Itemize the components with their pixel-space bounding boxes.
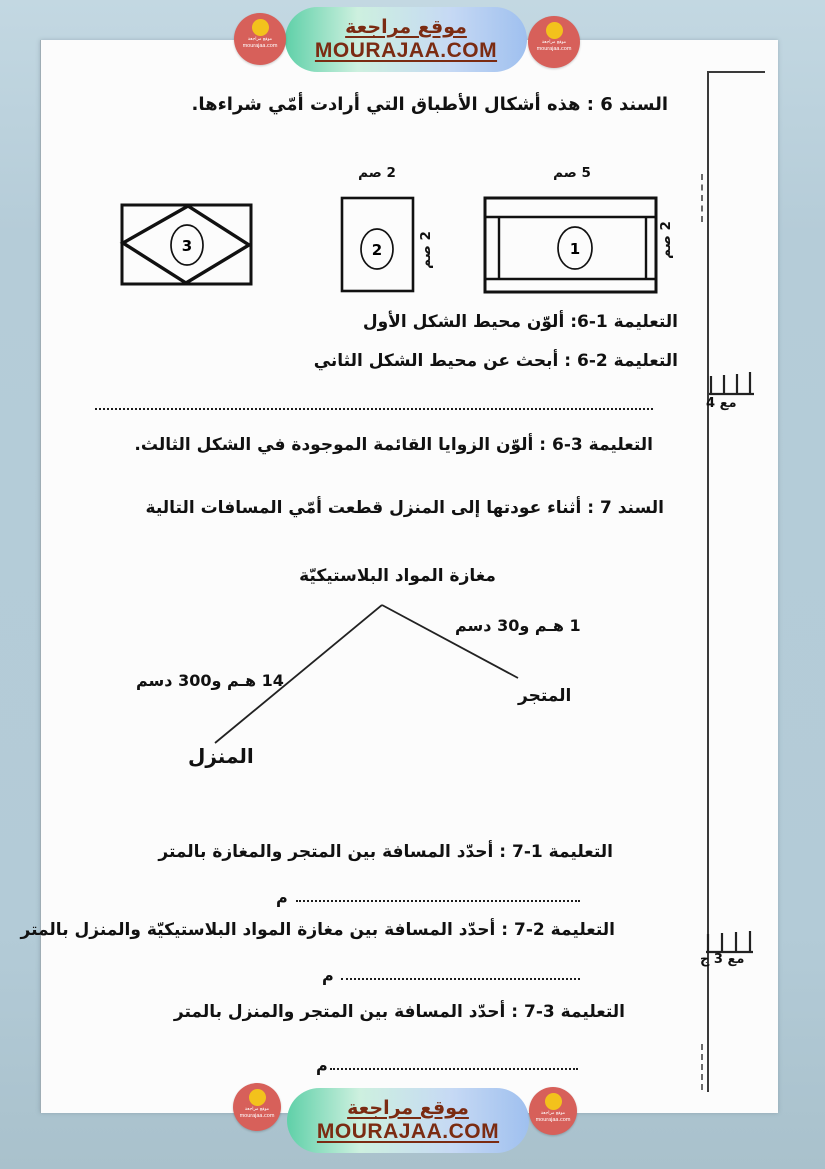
shape-1-height-label: 2 صم xyxy=(658,221,674,259)
answer-line-7-2 xyxy=(322,966,580,984)
instruction-6-1: التعليمة 1-6: ألوّن محيط الشكل الأول xyxy=(362,312,678,332)
logo-book-icon xyxy=(545,1093,562,1110)
instruction-7-2: التعليمة 2-7 : أحدّد المسافة بين مغازة المواد البلاستيكيّة والمنزل بالمتر xyxy=(20,920,615,940)
logo-text-latin: mourajaa.com xyxy=(242,42,278,49)
header-site-name-arabic[interactable]: موقع مراجعة xyxy=(345,16,467,38)
header-right-site-logo xyxy=(528,16,580,68)
sanad-7-statement: السند 7 : أثناء عودتها إلى المنزل قطعت أمّي المسافات التالية xyxy=(145,498,664,518)
logo-text-latin: mourajaa.com xyxy=(536,45,572,52)
shape-2-height-label: 2 صم xyxy=(418,231,434,269)
footer-site-name-arabic[interactable]: موقع مراجعة xyxy=(347,1097,469,1119)
logo-text-arabic: موقع مراجعة xyxy=(244,1107,270,1112)
diagram-house-label: المنزل xyxy=(188,744,254,768)
shape-1-width-label: 5 صم xyxy=(553,165,591,181)
logo-text-arabic: موقع مراجعة xyxy=(247,37,273,42)
instruction-7-1: التعليمة 1-7 : أحدّد المسافة بين المتجر والمغازة بالمتر xyxy=(158,842,613,862)
logo-book-icon xyxy=(249,1089,266,1106)
logo-book-icon xyxy=(546,22,563,39)
header-site-link[interactable]: MOURAJAA.COM xyxy=(314,39,498,62)
footer-right-site-logo xyxy=(529,1087,577,1135)
logo-text-arabic: موقع مراجعة xyxy=(541,40,567,45)
sanad-6-statement: السند 6 : هذه أشكال الأطباق التي أرادت أمّي شراءها. xyxy=(191,94,668,115)
instruction-6-2: التعليمة 2-6 : أبحث عن محيط الشكل الثاني xyxy=(313,351,678,371)
answer-dotted-leader xyxy=(296,900,580,902)
page-fold-top-line xyxy=(707,71,765,73)
fold-dash-marks-top xyxy=(701,174,703,222)
diagram-distance-store-shop: 1 هـم و30 دسم xyxy=(455,616,581,635)
shape-3-number: 3 xyxy=(181,237,193,255)
answer-dotted-leader xyxy=(330,1068,578,1070)
logo-text-latin: mourajaa.com xyxy=(239,1112,275,1119)
side-page-ruler-1-label: مع 4 xyxy=(706,396,737,411)
logo-text-latin: mourajaa.com xyxy=(535,1116,571,1123)
side-page-ruler-2-label: مع 3 ج xyxy=(700,952,745,967)
header-left-site-logo xyxy=(234,13,286,65)
diagram-shop-label: المتجر xyxy=(518,686,572,706)
answer-dotted-leader xyxy=(341,978,580,980)
header-site-banner xyxy=(285,7,527,72)
side-page-ruler-2 xyxy=(705,928,755,955)
footer-site-link[interactable]: MOURAJAA.COM xyxy=(316,1120,500,1143)
logo-text-arabic: موقع مراجعة xyxy=(540,1111,566,1116)
answer-unit-meters: م xyxy=(322,966,334,985)
footer-left-site-logo xyxy=(233,1083,281,1131)
footer-site-banner xyxy=(287,1088,529,1153)
instruction-7-3: التعليمة 3-7 : أحدّد المسافة بين المتجر والمنزل بالمتر xyxy=(173,1002,625,1022)
answer-unit-meters: م xyxy=(276,888,288,907)
fold-dash-marks-bottom xyxy=(701,1044,703,1090)
shape-2-number: 2 xyxy=(371,241,383,259)
answer-unit-meters: م xyxy=(316,1056,328,1075)
shape-2-width-label: 2 صم xyxy=(358,165,396,181)
logo-book-icon xyxy=(252,19,269,36)
answer-line-7-3 xyxy=(316,1056,578,1074)
side-page-ruler-1 xyxy=(708,370,756,397)
shape-1-number: 1 xyxy=(569,240,581,258)
diagram-store-label: مغازة المواد البلاستيكيّة xyxy=(299,566,496,586)
instruction-6-3: التعليمة 3-6 : ألوّن الزوايا القائمة الموجودة في الشكل الثالث. xyxy=(134,435,653,455)
dotted-separator xyxy=(95,408,653,410)
diagram-distance-store-house: 14 هـم و300 دسم xyxy=(136,671,284,690)
answer-line-7-1 xyxy=(270,888,580,906)
